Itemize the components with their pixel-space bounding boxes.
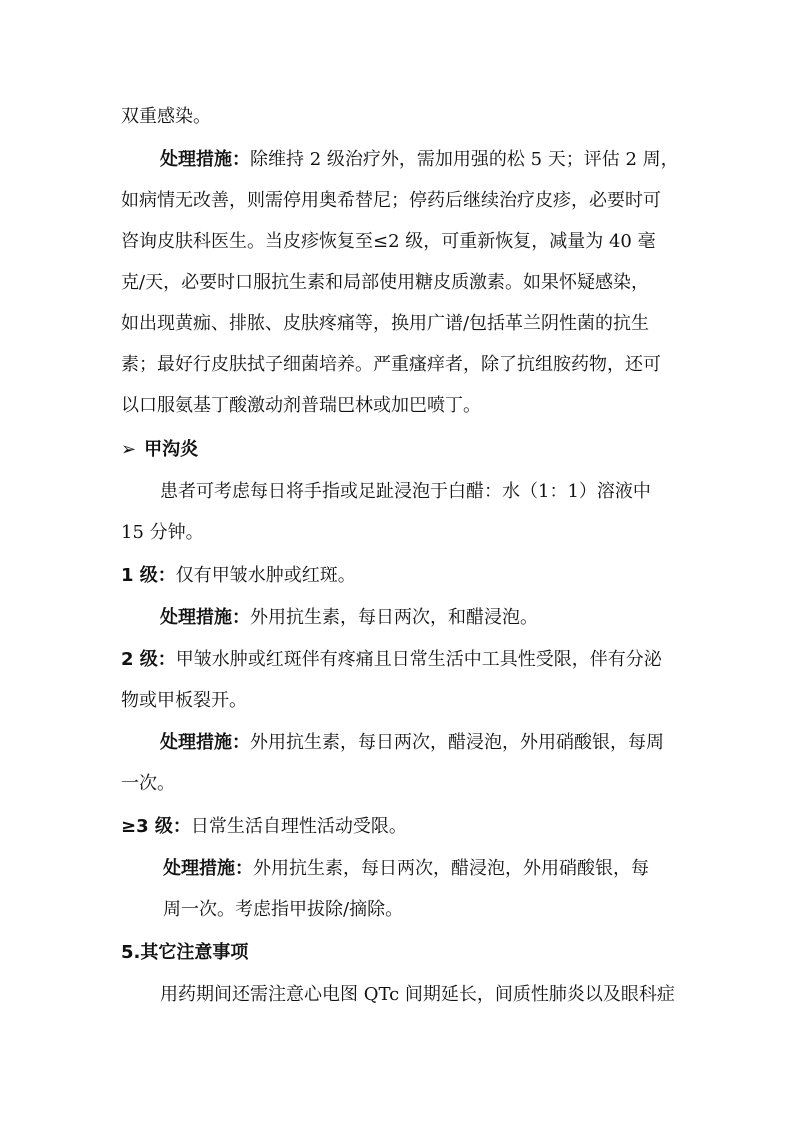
text-line <box>160 983 675 1007</box>
treatment-label: 处理措施： <box>160 732 250 753</box>
paragraph-text: 仅有甲皱水肿或红斑。 <box>175 565 356 586</box>
text-line <box>121 105 211 129</box>
treatment-label: 处理措施： <box>160 607 250 628</box>
text-line <box>121 648 662 672</box>
grade-label: 2 级： <box>121 649 176 670</box>
text-line <box>121 521 204 545</box>
paragraph-text: 患者可考虑每日将手指或足趾浸泡于白醋：水（1：1）溶液中 <box>160 481 651 502</box>
paragraph-text: 双重感染。 <box>121 106 211 127</box>
paragraph-text: 如病情无改善，则需停用奥希替尼；停药后继续治疗皮疹，必要时可 <box>121 190 661 211</box>
paragraph-text: 用药期间还需注意心电图 QTc 间期延长，间质性肺炎以及眼科症 <box>160 984 675 1005</box>
paragraph-text: 周一次。考虑指甲拔除/摘除。 <box>163 899 404 920</box>
heading-text: 甲沟炎 <box>144 439 199 460</box>
paragraph-text: 外用抗生素，每日两次，醋浸泡，外用硝酸银，每周 <box>250 732 664 753</box>
text-line <box>163 857 649 881</box>
paragraph-text: 一次。 <box>121 773 175 794</box>
paragraph-text: 克/天，必要时口服抗生素和局部使用糖皮质激素。如果怀疑感染， <box>121 272 650 293</box>
paragraph-text: 如出现黄痂、排脓、皮肤疼痛等，换用广谱/包括革兰阴性菌的抗生 <box>121 313 650 334</box>
text-line <box>121 271 649 295</box>
text-line <box>160 148 679 172</box>
text-line <box>160 731 664 755</box>
paragraph-text: 甲皱水肿或红斑伴有疼痛且日常生活中工具性受限，伴有分泌 <box>175 649 662 670</box>
text-line <box>163 898 403 922</box>
text-line <box>121 230 656 254</box>
text-line <box>121 353 661 377</box>
paragraph-text: 外用抗生素，每日两次，和醋浸泡。 <box>250 607 538 628</box>
heading-text: 5.其它注意事项 <box>121 942 249 963</box>
paragraph-text: 除维持 2 级治疗外，需加用强的松 5 天；评估 2 周， <box>250 149 679 170</box>
section-heading <box>121 941 248 965</box>
text-line <box>121 689 247 713</box>
paragraph-text: 15 分钟。 <box>121 522 204 543</box>
paragraph-text: 外用抗生素，每日两次，醋浸泡，外用硝酸银，每 <box>253 858 649 879</box>
paragraph-text: 咨询皮肤科医生。当皮疹恢复至≤2 级，可重新恢复，减量为 40 毫 <box>121 231 656 252</box>
treatment-label: 处理措施： <box>160 149 250 170</box>
text-line <box>121 189 661 213</box>
text-line <box>121 394 481 418</box>
treatment-label: 处理措施： <box>163 858 253 879</box>
paragraph-text: 以口服氨基丁酸激动剂普瑞巴林或加巴喷丁。 <box>121 395 481 416</box>
paragraph-text: 日常生活自理性活动受限。 <box>190 816 407 837</box>
text-line <box>160 480 651 504</box>
text-line <box>160 606 538 630</box>
arrow-bullet-icon: ➢ <box>121 439 137 460</box>
text-line <box>121 772 175 796</box>
paragraph-text: 物或甲板裂开。 <box>121 690 247 711</box>
text-line <box>121 815 407 839</box>
grade-label: 1 级： <box>121 565 176 586</box>
text-line <box>121 564 356 588</box>
grade-label: ≥3 级： <box>121 816 191 837</box>
section-heading <box>121 438 198 462</box>
text-line <box>121 312 649 336</box>
paragraph-text: 素；最好行皮肤拭子细菌培养。严重瘙痒者，除了抗组胺药物，还可 <box>121 354 661 375</box>
